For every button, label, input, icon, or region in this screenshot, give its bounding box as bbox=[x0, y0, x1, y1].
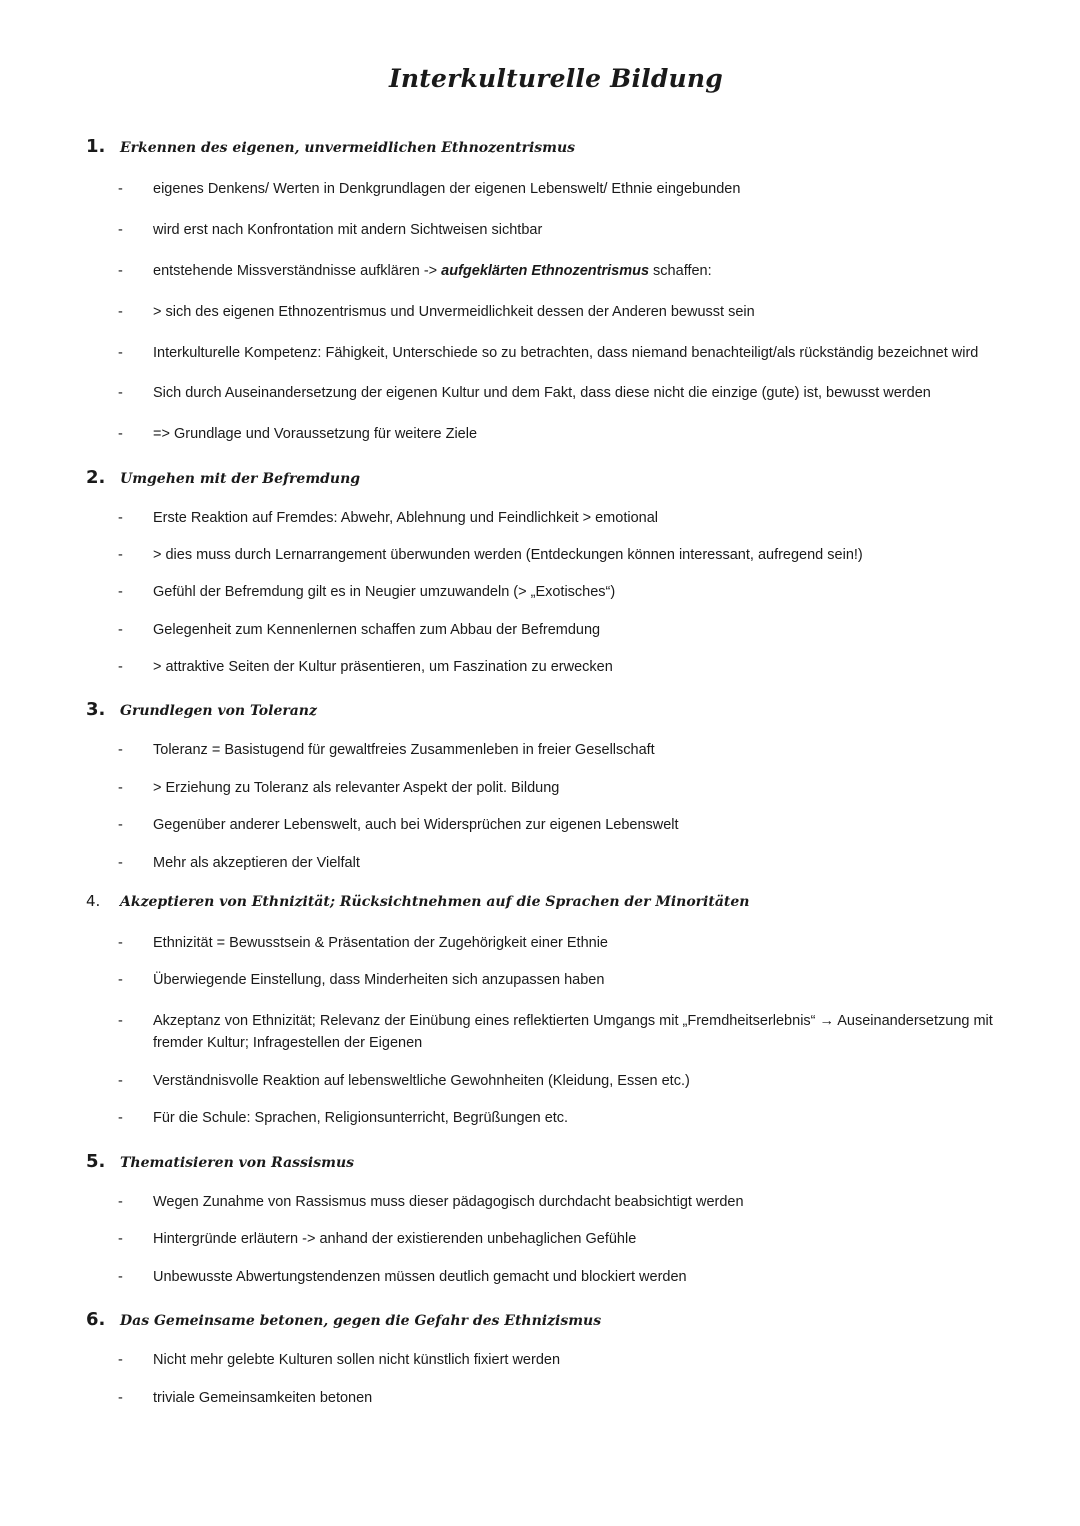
list-item bbox=[118, 1349, 1038, 1371]
bullet-dash: - bbox=[118, 1110, 123, 1126]
item-text: Nicht mehr gelebte Kulturen sollen nicht künstlich fixiert werden bbox=[153, 1352, 561, 1368]
section-heading-5 bbox=[86, 1151, 354, 1172]
section-title: Akzeptieren von Ethnizität; Rücksichtnehmen auf die Sprachen der Minoritäten bbox=[120, 894, 750, 910]
item-text-part: schaffen: bbox=[649, 263, 712, 279]
section-heading-4 bbox=[86, 892, 749, 910]
section-heading-6 bbox=[86, 1309, 601, 1330]
item-text-part: entstehende Missverständnisse aufklären -> bbox=[153, 263, 442, 279]
bullet-dash: - bbox=[118, 181, 123, 197]
list-item bbox=[118, 739, 1038, 761]
bullet-dash: - bbox=[118, 345, 123, 361]
item-text: Hintergründe erläutern -> anhand der existierenden unbehaglichen Gefühle bbox=[153, 1231, 637, 1247]
section-number: 6. bbox=[86, 1309, 106, 1330]
section-number: 1. bbox=[86, 136, 106, 157]
bullet-dash: - bbox=[118, 547, 123, 563]
item-text: wird erst nach Konfrontation mit andern Sichtweisen sichtbar bbox=[153, 222, 543, 238]
item-text: > dies muss durch Lernarrangement überwunden werden (Entdeckungen können interessant, aufregend sein!) bbox=[153, 547, 863, 563]
item-text: Interkulturelle Kompetenz: Fähigkeit, Unterschiede so zu betrachten, dass niemand benachteiligt/als rückständig bezeichnet wird bbox=[153, 345, 979, 361]
list-item bbox=[118, 932, 1038, 954]
bullet-dash: - bbox=[118, 935, 123, 951]
list-item bbox=[118, 1010, 1038, 1054]
section-number: 3. bbox=[86, 699, 106, 720]
item-text: Gegenüber anderer Lebenswelt, auch bei Widersprüchen zur eigenen Lebenswelt bbox=[153, 817, 679, 833]
item-text: Toleranz = Basistugend für gewaltfreies Zusammenleben in freier Gesellschaft bbox=[153, 742, 655, 758]
bullet-dash: - bbox=[118, 1194, 123, 1210]
section-heading-3 bbox=[86, 699, 317, 720]
list-item bbox=[118, 656, 1038, 678]
emphasis-term: aufgeklärten Ethnozentrismus bbox=[441, 263, 650, 279]
list-item bbox=[118, 507, 1038, 529]
section-number: 5. bbox=[86, 1151, 106, 1172]
section-title: Thematisieren von Rassismus bbox=[120, 1155, 355, 1171]
bullet-dash: - bbox=[118, 742, 123, 758]
item-text: Überwiegende Einstellung, dass Minderheiten sich anzupassen haben bbox=[153, 972, 605, 988]
list-item bbox=[118, 969, 1038, 991]
item-text: Sich durch Auseinandersetzung der eigenen Kultur und dem Fakt, dass diese nicht die einzige (gute) ist, bewusst werden bbox=[153, 385, 931, 401]
item-text: Wegen Zunahme von Rassismus muss dieser pädagogisch durchdacht beabsichtigt werden bbox=[153, 1194, 744, 1210]
bullet-dash: - bbox=[118, 622, 123, 638]
item-text: Erste Reaktion auf Fremdes: Abwehr, Ablehnung und Feindlichkeit > emotional bbox=[153, 510, 658, 526]
section-number: 2. bbox=[86, 467, 106, 488]
bullet-dash: - bbox=[118, 1231, 123, 1247]
item-text: Unbewusste Abwertungstendenzen müssen deutlich gemacht und blockiert werden bbox=[153, 1269, 687, 1285]
item-text: Gefühl der Befremdung gilt es in Neugier umzuwandeln (> „Exotisches“) bbox=[153, 584, 616, 600]
bullet-dash: - bbox=[118, 1352, 123, 1368]
section-title: Umgehen mit der Befremdung bbox=[120, 471, 361, 487]
bullet-dash: - bbox=[118, 426, 123, 442]
list-item bbox=[118, 423, 1038, 445]
bullet-dash: - bbox=[118, 510, 123, 526]
list-item bbox=[118, 814, 1038, 836]
item-text: Akzeptanz von Ethnizität; Relevanz der Einübung eines reflektierten Umgangs mit „Fremdheitserlebnis“ → Auseinandersetzung mit fremder Kultur; Infragestellen der Eigenen bbox=[153, 1013, 993, 1051]
item-text bbox=[153, 260, 1038, 282]
list-item bbox=[118, 219, 1038, 241]
bullet-dash: - bbox=[118, 222, 123, 238]
section-number: 4. bbox=[86, 892, 101, 910]
bullet-dash: - bbox=[118, 584, 123, 600]
bullet-dash: - bbox=[118, 817, 123, 833]
item-text: Ethnizität = Bewusstsein & Präsentation der Zugehörigkeit einer Ethnie bbox=[153, 935, 608, 951]
bullet-dash: - bbox=[118, 385, 123, 401]
list-item bbox=[118, 1191, 1038, 1213]
bullet-dash: - bbox=[118, 659, 123, 675]
list-item bbox=[118, 581, 1038, 603]
section-title: Erkennen des eigenen, unvermeidlichen Ethnozentrismus bbox=[120, 140, 576, 156]
list-item bbox=[118, 1387, 1038, 1409]
item-text: eigenes Denkens/ Werten in Denkgrundlagen der eigenen Lebenswelt/ Ethnie eingebunden bbox=[153, 181, 741, 197]
item-text: > attraktive Seiten der Kultur präsentieren, um Faszination zu erwecken bbox=[153, 659, 613, 675]
item-text: > Erziehung zu Toleranz als relevanter Aspekt der polit. Bildung bbox=[153, 780, 560, 796]
list-item bbox=[118, 852, 1038, 874]
list-item bbox=[118, 178, 1038, 200]
list-item bbox=[118, 301, 1038, 323]
section-title: Grundlegen von Toleranz bbox=[120, 703, 317, 719]
section-heading-2 bbox=[86, 467, 360, 488]
bullet-dash: - bbox=[118, 304, 123, 320]
list-item bbox=[118, 1266, 1038, 1288]
page-title: Interkulturelle Bildung bbox=[389, 64, 723, 93]
item-text: triviale Gemeinsamkeiten betonen bbox=[153, 1390, 373, 1406]
bullet-dash: - bbox=[118, 1269, 123, 1285]
bullet-dash: - bbox=[118, 855, 123, 871]
bullet-dash: - bbox=[118, 1073, 123, 1089]
item-text: Mehr als akzeptieren der Vielfalt bbox=[153, 855, 360, 871]
item-text: > sich des eigenen Ethnozentrismus und Unvermeidlichkeit dessen der Anderen bewusst sein bbox=[153, 304, 755, 320]
item-text: Für die Schule: Sprachen, Religionsunterricht, Begrüßungen etc. bbox=[153, 1110, 569, 1126]
list-item bbox=[118, 1070, 1038, 1092]
bullet-dash: - bbox=[118, 263, 123, 279]
list-item bbox=[118, 777, 1038, 799]
item-text: Gelegenheit zum Kennenlernen schaffen zum Abbau der Befremdung bbox=[153, 622, 601, 638]
list-item bbox=[118, 619, 1038, 641]
bullet-dash: - bbox=[118, 780, 123, 796]
item-text: => Grundlage und Voraussetzung für weitere Ziele bbox=[153, 426, 478, 442]
section-heading-1 bbox=[86, 136, 575, 157]
bullet-dash: - bbox=[118, 1390, 123, 1406]
section-title: Das Gemeinsame betonen, gegen die Gefahr des Ethnizismus bbox=[120, 1313, 602, 1329]
list-item bbox=[118, 260, 1038, 282]
bullet-dash: - bbox=[118, 972, 123, 988]
list-item bbox=[118, 544, 1038, 566]
bullet-dash: - bbox=[118, 1013, 123, 1029]
list-item bbox=[118, 342, 1038, 364]
list-item bbox=[118, 1107, 1038, 1129]
list-item bbox=[118, 1228, 1038, 1250]
item-text: Verständnisvolle Reaktion auf lebensweltliche Gewohnheiten (Kleidung, Essen etc.) bbox=[153, 1073, 690, 1089]
list-item bbox=[118, 382, 1038, 404]
